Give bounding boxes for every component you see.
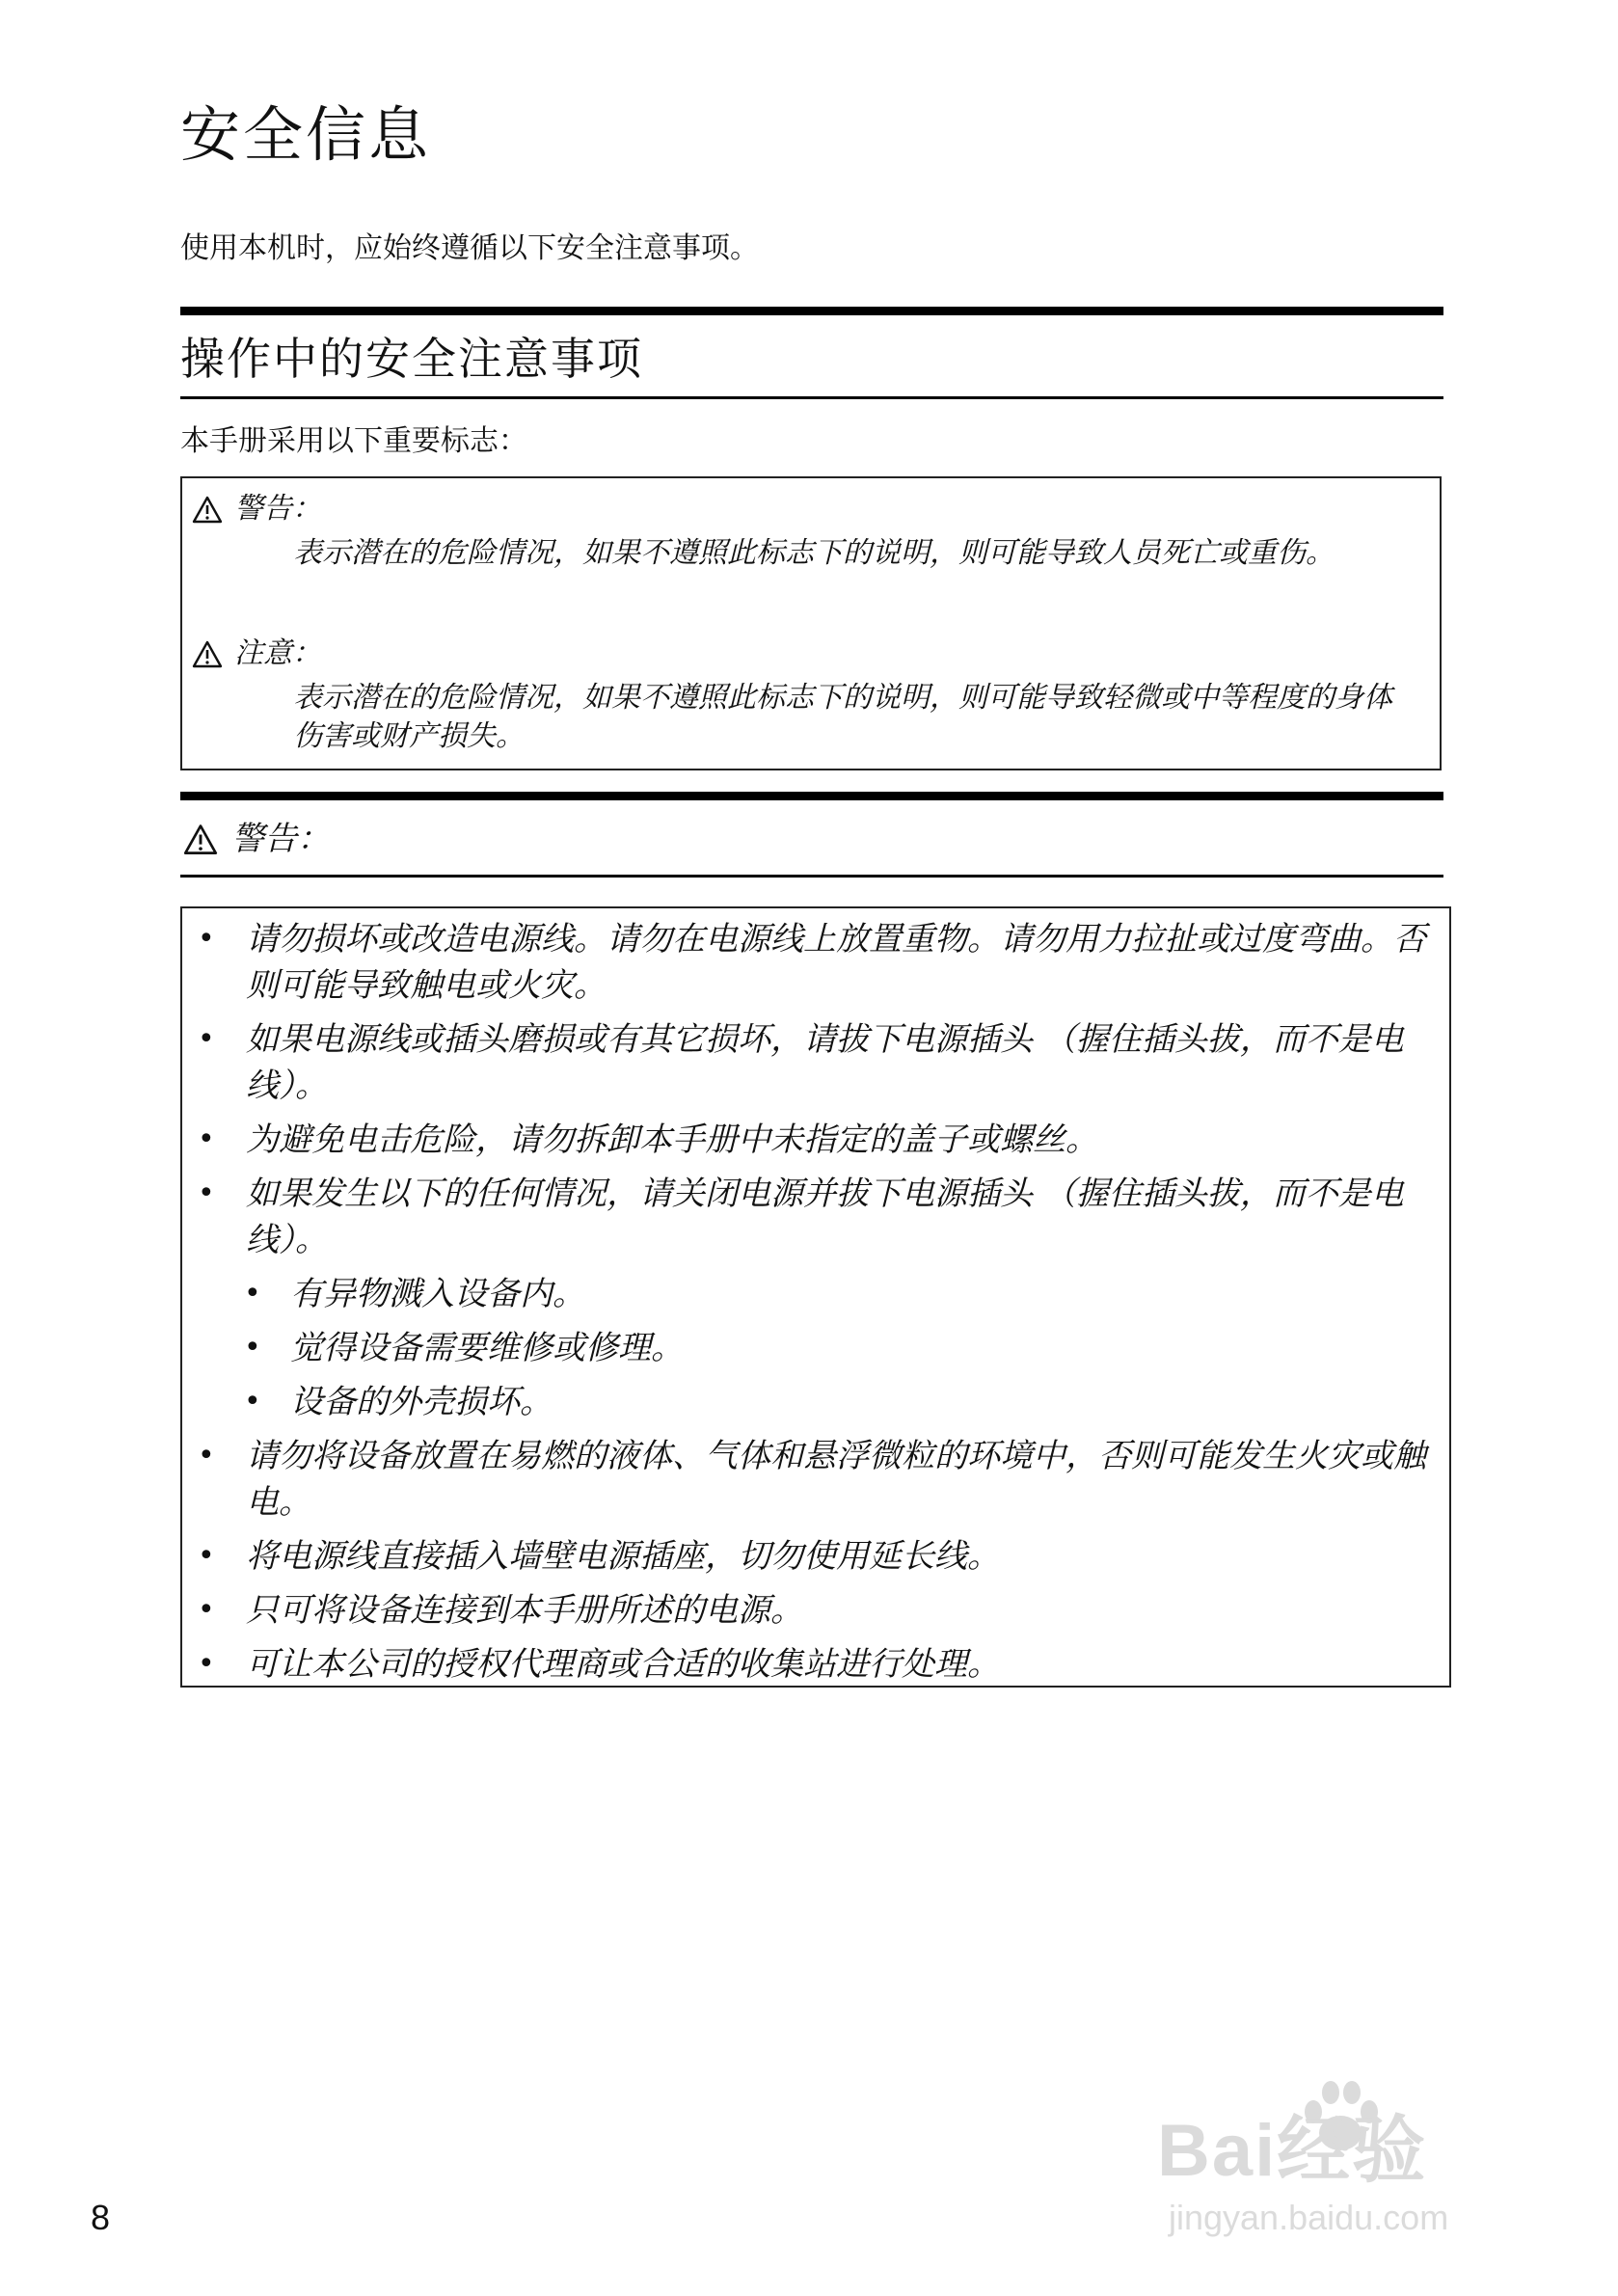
legend-caution-desc: 表示潜在的危险情况，如果不遵照此标志下的说明，则可能导致轻微或中等程度的身体伤害或财产损失。: [293, 681, 1392, 753]
warning-item: • 请勿损坏或改造电源线。请勿在电源线上放置重物。请勿用力拉扯或过度弯曲。否则可能导致触电或火灾。: [182, 916, 1449, 1009]
section-bottom-rule: [180, 396, 1443, 399]
caution-triangle-icon: [192, 639, 223, 668]
warning-triangle-icon: [183, 823, 218, 855]
warning-item: • 如果电源线或插头磨损或有其它损坏，请拔下电源插头 （握住插头拔，而不是电线）。: [182, 1016, 1449, 1109]
watermark-logo-text: Bai经验: [1157, 2110, 1428, 2192]
warning-subitem: • 有异物溅入设备内。: [182, 1271, 1449, 1317]
legend-warning-text: 警告：: [234, 492, 321, 526]
section-top-rule: [180, 307, 1443, 315]
page-number: 8: [91, 2198, 111, 2237]
warning-item: • 将电源线直接插入墙壁电源插座，切勿使用延长线。: [182, 1533, 1449, 1580]
legend-warning-label: [192, 490, 321, 528]
legend-box: [180, 476, 1442, 770]
legend-warning-desc: 表示潜在的危险情况，如果不遵照此标志下的说明，则可能导致人员死亡或重伤。: [293, 536, 1335, 570]
warning-subitem: • 觉得设备需要维修或修理。: [182, 1325, 1449, 1371]
intro-text: 使用本机时，应始终遵循以下安全注意事项。: [180, 231, 759, 265]
legend-caution-text: 注意：: [234, 636, 321, 670]
legend-caution-label: [192, 635, 321, 673]
warning-heading-text: 警告：: [231, 820, 330, 858]
section-title: 操作中的安全注意事项: [180, 333, 643, 385]
warning-top-rule: [180, 792, 1443, 800]
baidu-jingyan-watermark: [1147, 2073, 1552, 2256]
watermark-url: jingyan.baidu.com: [1169, 2198, 1449, 2237]
warning-item: • 为避免电击危险，请勿拆卸本手册中未指定的盖子或螺丝。: [182, 1117, 1449, 1163]
page-title: 安全信息: [180, 99, 432, 170]
marks-intro-text: 本手册采用以下重要标志：: [180, 424, 527, 458]
warning-list: [182, 916, 1449, 1695]
warning-item: • 可让本公司的授权代理商或合适的收集站进行处理。: [182, 1641, 1449, 1688]
warning-triangle-icon: [192, 495, 223, 524]
warning-item: • 请勿将设备放置在易燃的液体、气体和悬浮微粒的环境中，否则可能发生火灾或触电。: [182, 1433, 1449, 1526]
warning-item: • 只可将设备连接到本手册所述的电源。: [182, 1587, 1449, 1634]
warning-bottom-rule: [180, 875, 1443, 878]
warning-box: [180, 906, 1451, 1688]
warning-heading: [183, 818, 330, 860]
warning-subitem: • 设备的外壳损坏。: [182, 1379, 1449, 1425]
warning-item: • 如果发生以下的任何情况，请关闭电源并拔下电源插头 （握住插头拔，而不是电线）。: [182, 1171, 1449, 1263]
